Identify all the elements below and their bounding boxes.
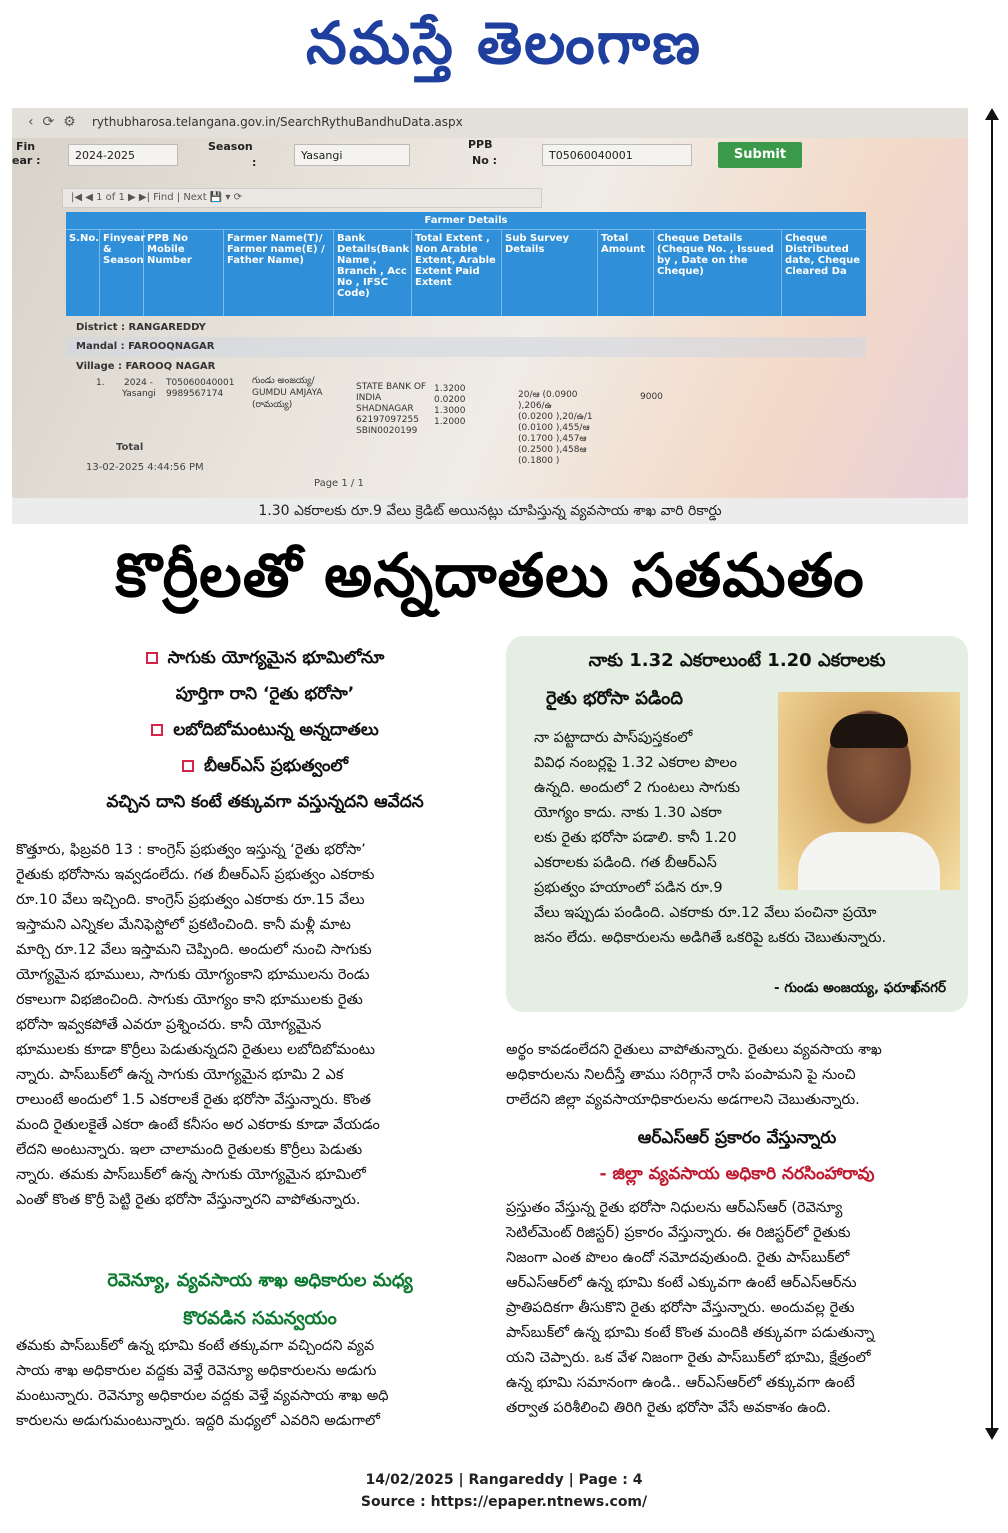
bullet-square-icon bbox=[146, 652, 158, 664]
text-line: మంది రైతులకైతే ఎకరా ఉంటే కనీసం అర ఎకరాకు కూడా వేయడం bbox=[16, 1117, 380, 1133]
table-columns bbox=[66, 230, 866, 316]
browser-bar bbox=[12, 108, 968, 138]
farmer-details-table bbox=[66, 212, 866, 466]
right-subhead-official: - జిల్లా వ్యవసాయ అధికారి నరసింహారావు bbox=[599, 1164, 875, 1184]
bullet-item bbox=[30, 712, 500, 748]
table-title: Farmer Details bbox=[66, 212, 866, 230]
arrow-down-icon bbox=[985, 1428, 999, 1440]
column-header: Cheque Distributed date, Cheque Cleared Da bbox=[785, 233, 861, 277]
cell-extent-1: 1.3200 bbox=[434, 384, 466, 394]
text-line: పాస్‌బుక్‌లో ఉన్న భూమి కంటే కొంత మందికి తక్కువగా పడుతున్నా bbox=[506, 1325, 875, 1341]
cell-year: 2024 - bbox=[124, 378, 154, 388]
text-line: రాలుంటే అందులో 1.5 ఎకరాలకే రైతు భరోసా వేస్తున్నారు. కొంత bbox=[16, 1092, 371, 1108]
text-line: తమకు పాస్‌బుక్‌లో ఉన్న భూమి కంటే తక్కువగా వచ్చిందని వ్యవ bbox=[16, 1338, 375, 1354]
cell-father-name: (రామయ్య) bbox=[252, 400, 293, 410]
submit-button: Submit bbox=[718, 142, 802, 168]
cell-bank-2: INDIA bbox=[356, 393, 382, 403]
text-line: ఇస్తామని ఎన్నికల మేనిఫెస్టోలో ప్రకటించింది. కానీ మళ్లీ మాట bbox=[16, 917, 351, 933]
total-label: Total bbox=[116, 442, 144, 453]
bullet-item bbox=[30, 784, 500, 820]
footer-date-line: 14/02/2025 | Rangareddy | Page : 4 bbox=[365, 1472, 643, 1488]
search-form bbox=[12, 138, 968, 182]
bullet-text: పూర్తిగా రాని ‘రైతు భరోసా’ bbox=[175, 684, 355, 704]
text-line: అర్థం కావడంలేదని రైతులు వాపోతున్నారు. రైతులు వ్యవసాయ శాఖ bbox=[506, 1042, 882, 1058]
footer-source-line: Source : https://epaper.ntnews.com/ bbox=[360, 1494, 648, 1510]
season-colon: : bbox=[252, 156, 257, 169]
text-line: యని చెప్పారు. ఒక వేళ నిజంగా రైతు పాస్‌బుక్‌లో భూమి, క్షేత్రంలో bbox=[506, 1350, 871, 1366]
text-line: ప్రాతిపదికగా తీసుకొని రైతు భరోసా వేస్తున్నారు. అందువల్ల రైతు bbox=[506, 1300, 855, 1316]
column-header: Total Amount bbox=[598, 230, 654, 316]
bullet-text: లబోదిబోమంటున్న అన్నదాతలు bbox=[173, 720, 379, 740]
season-label: Season bbox=[208, 140, 253, 153]
bullet-text: సాగుకు యోగ్యమైన భూమిలోనూ bbox=[167, 648, 385, 668]
column-header: S.No. bbox=[66, 230, 100, 316]
column-header: Total Extent , Non Arable Extent, Arable Extent Paid Extent bbox=[412, 230, 502, 316]
portrait-hair bbox=[830, 714, 908, 748]
text-line: మార్చి రూ.12 వేలు ఇస్తామని చెప్పింది. అందులో నుంచి సాగుకు bbox=[16, 942, 372, 958]
ppb-label: PPB bbox=[468, 138, 493, 151]
reload-icon: ‹ ⟳ ⚙ bbox=[28, 114, 76, 130]
left-paragraph-1 bbox=[16, 838, 504, 1213]
text-line: న్నారు. తమకు పాస్‌బుక్‌లో ఉన్న సాగుకు యోగ్యమైన భూమిలో bbox=[16, 1167, 366, 1183]
bullet-list bbox=[30, 640, 500, 820]
text-line: ప్రస్తుతం వేస్తున్న రైతు భరోసా నిధులను ఆర్ఎస్ఆర్ (రెవెన్యూ bbox=[506, 1200, 843, 1216]
screenshot-photo bbox=[12, 108, 968, 498]
quote-signature: - గుండు అంజయ్య, ఫరూఖ్‌నగర్ bbox=[774, 980, 946, 996]
text-line: ఉన్న భూమి సమానంగా ఉండి.. ఆర్ఎస్ఆర్‌లో తక్కువగా ఉంటే bbox=[506, 1375, 855, 1391]
text-line: ఎకరాలకు పడింది. గత బీఆర్ఎస్ bbox=[534, 855, 717, 871]
green-subhead-line-1: రెవెన్యూ, వ్యవసాయ శాఖ అధికారుల మధ్య bbox=[107, 1270, 413, 1291]
text-line: యోగ్యం కాదు. నాకు 1.30 ఎకరా bbox=[534, 805, 722, 821]
timestamp-text: 13-02-2025 4:44:56 PM bbox=[86, 462, 204, 473]
cell-sub-3: (0.0200 ),20/ఉ/1 bbox=[518, 412, 593, 422]
bullet-text: వచ్చిన దాని కంటే తక్కువగా వస్తున్నదని ఆవేదన bbox=[106, 792, 424, 812]
quote-headline-2: రైతు భరోసా పడింది bbox=[546, 688, 683, 709]
cell-bank-3: SHADNAGAR bbox=[356, 404, 414, 414]
season-select: Yasangi bbox=[294, 144, 410, 166]
cell-bank-1: STATE BANK OF bbox=[356, 382, 427, 392]
green-subhead-line-2: కొరవడిన సమన్వయం bbox=[183, 1308, 337, 1329]
bullet-item bbox=[30, 640, 500, 676]
page-indicator: Page 1 / 1 bbox=[314, 478, 364, 489]
left-paragraph-2 bbox=[16, 1334, 504, 1434]
text-line: మంటున్నారు. రెవెన్యూ అధికారుల వద్దకు వెళ్తే వ్యవసాయ శాఖ అధి bbox=[16, 1388, 389, 1404]
bullet-item bbox=[30, 676, 500, 712]
ppb-no-label: No : bbox=[472, 154, 497, 167]
cell-sub-5: (0.1700 ),457ఆ bbox=[518, 434, 587, 444]
text-line: యోగ్యమైన భూములు, సాగుకు యోగ్యంకాని భూములను రెండు bbox=[16, 967, 370, 983]
cell-name-english: GUMDU AMJAYA bbox=[252, 388, 323, 398]
cell-amount: 9000 bbox=[640, 392, 663, 402]
table-header bbox=[66, 212, 866, 316]
text-line: ఉన్నది. అందులో 2 గుంటలు సాగుకు bbox=[534, 780, 741, 796]
cell-extent-2: 0.0200 bbox=[434, 395, 466, 405]
cell-extent-3: 1.3000 bbox=[434, 406, 466, 416]
text-line: నా పట్టాదారు పాస్‌పుస్తకంలో bbox=[534, 730, 693, 746]
text-line: భరోసా ఇవ్వకపోతే ఎవరూ ప్రశ్నించరు. కానీ యోగ్యమైన bbox=[16, 1017, 322, 1033]
cell-season: Yasangi bbox=[122, 389, 156, 399]
column-header: Bank Details(Bank Name , Branch , Acc No , IFSC Code) bbox=[334, 230, 412, 316]
text-line: రైతుకు భరోసాను ఇవ్వడంలేదు. గత బీఆర్ఎస్ ప్రభుత్వం ఎకరాకు bbox=[16, 867, 375, 883]
text-line: నిజంగా ఎంత పొలం ఉందో నమోదవుతుంది. రైతు పాస్‌బుక్‌లో bbox=[506, 1250, 850, 1266]
cell-name-telugu: గుండు అంజయ్య/ bbox=[252, 376, 315, 386]
cell-sno: 1. bbox=[96, 378, 105, 388]
bullet-square-icon bbox=[182, 760, 194, 772]
cell-sub-6: (0.2500 ),458ఆ bbox=[518, 445, 587, 455]
cell-bank-5: SBIN0020199 bbox=[356, 426, 418, 436]
mandal-row: Mandal : FAROOQNAGAR bbox=[66, 337, 866, 357]
text-line: కారులను అడుగుమంటున్నారు. ఇద్దరి మధ్యలో ఎవరిని అడుగాలో bbox=[16, 1413, 380, 1429]
right-subhead: ఆర్ఎస్ఆర్ ప్రకారం వేస్తున్నారు bbox=[637, 1128, 837, 1148]
year-label: ear : bbox=[12, 154, 41, 167]
cell-mobile: 9989567174 bbox=[166, 389, 224, 399]
column-header: Farmer Name(T)/ Farmer name(E) / Father Name) bbox=[224, 230, 334, 316]
cell-ppb: T05060040001 bbox=[166, 378, 235, 388]
photo-caption: 1.30 ఎకరాలకు రూ.9 వేలు క్రెడిట్ అయినట్లు చూపిస్తున్న వ్యవసాయ శాఖ వారి రికార్డు bbox=[12, 498, 968, 524]
text-line: లకు రైతు భరోసా పడాలి. కానీ 1.20 bbox=[534, 830, 737, 846]
text-line: సెటిల్‌మెంట్ రిజిస్టర్) ప్రకారం వేస్తున్నారు. ఈ రిజిస్టర్‌లో రైతుకు bbox=[506, 1225, 851, 1241]
bullet-square-icon bbox=[151, 724, 163, 736]
column-header: Cheque Details (Cheque No. , Issued by , Date on the Cheque) bbox=[654, 230, 782, 316]
fin-year-select: 2024-2025 bbox=[68, 144, 178, 166]
bullet-text: బీఆర్ఎస్ ప్రభుత్వంలో bbox=[203, 756, 349, 776]
farmer-quote-box bbox=[506, 636, 968, 1012]
column-header: Finyear & Season bbox=[100, 230, 144, 316]
text-line: ఎంతో కొంత కొర్రీ పెట్టి రైతు భరోసా వేస్తున్నారని వాపోతున్నారు. bbox=[16, 1192, 361, 1208]
right-paragraph-1 bbox=[506, 1038, 968, 1113]
text-line: భూములకు కూడా కొర్రీలు పెడుతున్నదని రైతులు లబోదిబోమంటు bbox=[16, 1042, 375, 1058]
ppb-input: T05060040001 bbox=[542, 144, 692, 166]
text-line: రకాలుగా విభజించింది. సాగుకు యోగ్యం కాని భూములకు రైతు bbox=[16, 992, 363, 1008]
quote-text-continued bbox=[534, 901, 954, 951]
text-line: తర్వాత పరిశీలించి తిరిగి రైతు భరోసా వేసే అవకాశం ఉంది. bbox=[506, 1400, 832, 1416]
cell-sub-2: ),206/ఉ bbox=[518, 401, 552, 411]
text-line: రాలేదని జిల్లా వ్యవసాయాధికారులను అడగాలని చెబుతున్నారు. bbox=[506, 1092, 860, 1108]
masthead-logo: నమస్తే తెలంగాణ bbox=[306, 9, 702, 77]
text-line: జనం లేదు. అధికారులను అడిగితే ఒకరిపై ఒకరు చెబుతున్నారు. bbox=[534, 930, 887, 946]
table-row bbox=[66, 372, 866, 466]
vertical-divider bbox=[991, 114, 993, 1434]
text-line: వివిధ నంబర్లపై 1.32 ఎకరాల పొలం bbox=[534, 755, 738, 771]
text-line: న్నారు. పాస్‌బుక్‌లో ఉన్న సాగుకు యోగ్యమైన భూమి 2 ఎక bbox=[16, 1067, 344, 1083]
portrait-shirt bbox=[798, 832, 940, 890]
bullet-item bbox=[30, 748, 500, 784]
cell-sub-4: (0.0100 ),455/ఆ bbox=[518, 423, 590, 433]
district-row: District : RANGAREDDY bbox=[76, 322, 206, 333]
column-header: Sub Survey Details bbox=[502, 230, 598, 316]
text-line: వేలు ఇప్పుడు పండింది. ఎకరాకు రూ.12 వేలు పంచినా ప్రయో bbox=[534, 905, 877, 921]
text-line: సాయ శాఖ అధికారుల వద్దకు వెళ్తే రెవెన్యూ అధికారులను అడుగు bbox=[16, 1363, 377, 1379]
cell-extent-4: 1.2000 bbox=[434, 417, 466, 427]
quote-headline-1: నాకు 1.32 ఎకరాలుంటే 1.20 ఎకరాలకు bbox=[588, 650, 886, 671]
report-toolbar: |◀ ◀ 1 of 1 ▶ ▶| Find | Next 💾 ▾ ⟳ bbox=[62, 188, 542, 208]
text-line: అధికారులను నిలదీస్తే తాము సరిగ్గానే రాసి పంపామని పై నుంచి bbox=[506, 1067, 856, 1083]
farmer-portrait bbox=[778, 692, 960, 890]
text-line: ఆర్ఎస్ఆర్‌లో ఉన్న భూమి కంటే ఎక్కువగా ఉంటే ఆర్ఎస్ఆర్‌ను bbox=[506, 1275, 857, 1291]
column-header: PPB No Mobile Number bbox=[144, 230, 224, 316]
fin-label: Fin bbox=[16, 140, 36, 153]
text-line: రూ.10 వేలు ఇచ్చింది. కాంగ్రెస్ ప్రభుత్వం ఎకరాకు రూ.15 వేలు bbox=[16, 892, 365, 908]
cell-sub-1: 20/ఆ (0.0900 bbox=[518, 390, 578, 400]
quote-text bbox=[534, 726, 772, 901]
text-line: లేదని అంటున్నారు. ఇలా చాలామంది రైతులకు కొర్రీలు పెడుతు bbox=[16, 1142, 363, 1158]
cell-sub-7: (0.1800 ) bbox=[518, 456, 560, 466]
village-row: Village : FAROOQ NAGAR bbox=[76, 361, 216, 372]
url-text: rythubharosa.telangana.gov.in/SearchRythuBandhuData.aspx bbox=[92, 115, 463, 129]
text-line: కొత్తూరు, ఫిబ్రవరి 13 : కాంగ్రెస్ ప్రభుత్వం ఇస్తున్న ‘రైతు భరోసా’ bbox=[16, 842, 366, 858]
text-line: ప్రభుత్వం హయాంలో పడిన రూ.9 bbox=[534, 880, 723, 896]
headline: కొర్రీలతో అన్నదాతలు సతమతం bbox=[115, 541, 865, 611]
cell-bank-4: 62197097255 bbox=[356, 415, 419, 425]
right-paragraph-2 bbox=[506, 1196, 968, 1421]
